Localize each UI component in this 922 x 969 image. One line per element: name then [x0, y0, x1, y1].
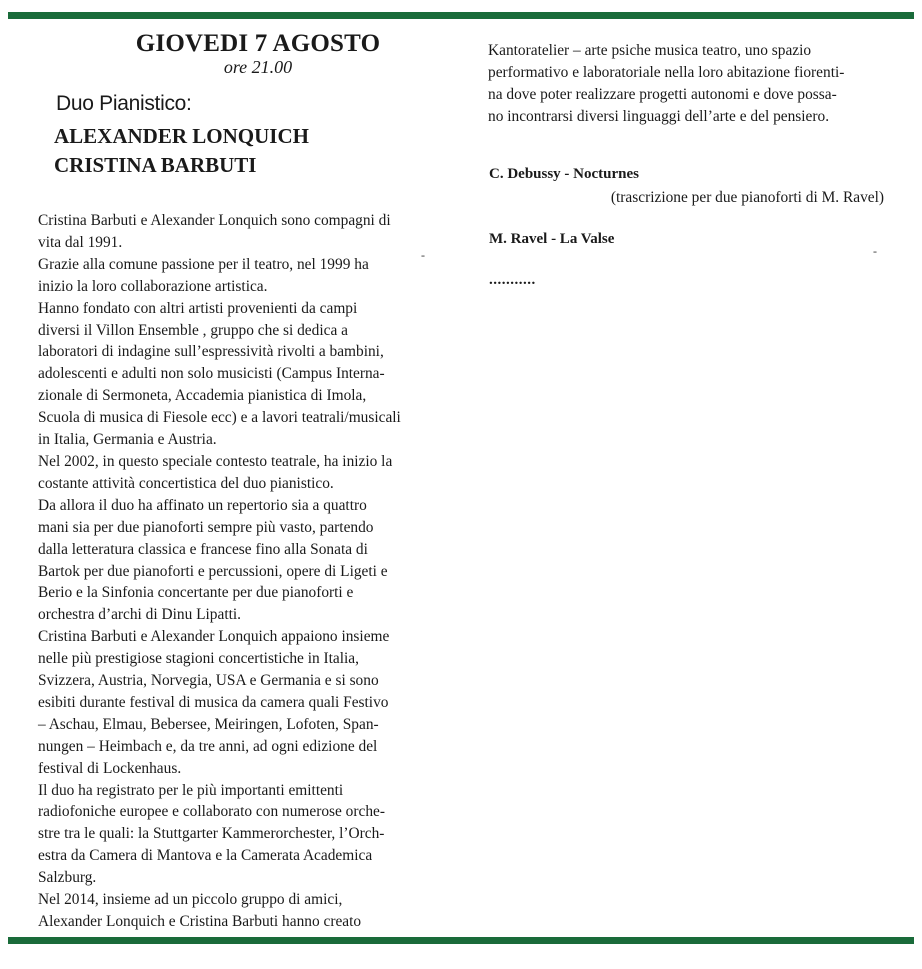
bio-line: orchestra d’archi di Dinu Lipatti.: [38, 606, 242, 624]
bio-line: laboratori di indagine sull’espressività rivolti a bambini,: [38, 343, 384, 361]
bio-line: festival di Lockenhaus.: [38, 759, 182, 777]
bio-line: mani sia per due pianoforti sempre più vasto, partendo: [38, 518, 374, 536]
bio-line: Hanno fondato con altri artisti provenienti da campi: [38, 299, 358, 317]
bio-line: Scuola di musica di Fiesole ecc) e a lavori teatrali/musicali: [38, 409, 401, 427]
bio-line: Grazie alla comune passione per il teatro, nel 1999 ha: [38, 255, 369, 273]
bio-line: adolescenti e adulti non solo musicisti (Campus Interna-: [38, 365, 385, 383]
top-green-rule: [8, 12, 914, 19]
bio-line: dalla letteratura classica e francese fino alla Sonata di: [38, 540, 368, 558]
performer-name: ALEXANDER LONQUICH: [54, 124, 309, 148]
bio-line: performativo e laboratoriale nella loro abitazione fiorenti-: [488, 63, 845, 81]
biography-text: [38, 210, 444, 933]
bio-line: Nel 2014, insieme ad un piccolo gruppo di amici,: [38, 891, 343, 909]
bio-line: zionale di Sermoneta, Accademia pianistica di Imola,: [38, 387, 367, 405]
bio-line: na dove poter realizzare progetti autonomi e dove possa-: [488, 85, 837, 103]
program-work-title: C. Debussy - Nocturnes: [489, 166, 639, 182]
bio-line: radiofoniche europee e collaborato con numerose orche-: [38, 803, 385, 821]
bio-line: esibiti durante festival di musica da camera quali Festivo: [38, 693, 389, 711]
event-date: GIOVEDI 7 AGOSTO: [135, 30, 381, 57]
bio-line: in Italia, Germania e Austria.: [38, 431, 217, 449]
bio-line: vita dal 1991.: [38, 233, 123, 251]
bio-line: Bartok per due pianoforti e percussioni, opere di Ligeti e: [38, 562, 388, 580]
bottom-green-rule: [8, 937, 914, 944]
program-work-note: (trascrizione per due pianoforti di M. Ravel): [610, 189, 884, 206]
bio-line: Nel 2002, in questo speciale contesto teatrale, ha inizio la: [38, 452, 393, 470]
bio-line: nelle più prestigiose stagioni concertistiche in Italia,: [38, 650, 359, 668]
performer-name: CRISTINA BARBUTI: [54, 153, 257, 177]
bio-line: inizio la loro collaborazione artistica.: [38, 277, 268, 295]
bio-line: estra da Camera di Mantova e la Camerata Academica: [38, 847, 373, 865]
bio-line: – Aschau, Elmau, Bebersee, Meiringen, Lofoten, Span-: [38, 715, 379, 733]
bio-line: costante attività concertistica del duo pianistico.: [38, 474, 334, 492]
bio-line: Berio e la Sinfonia concertante per due pianoforti e: [38, 584, 354, 602]
bio-line: Alexander Lonquich e Cristina Barbuti hanno creato: [38, 913, 362, 930]
event-time: ore 21.00: [223, 57, 293, 77]
bio-line: diversi il Villon Ensemble , gruppo che si dedica a: [38, 321, 348, 339]
bio-line: Il duo ha registrato per le più importanti emittenti: [38, 781, 344, 799]
bio-line: Cristina Barbuti e Alexander Lonquich sono compagni di: [38, 212, 391, 229]
program-ellipsis: ...........: [489, 272, 536, 288]
bio-line: Kantoratelier – arte psiche musica teatro, uno spazio: [488, 42, 812, 59]
bio-line: Cristina Barbuti e Alexander Lonquich appaiono insieme: [38, 628, 390, 646]
bio-line: no incontrarsi diversi linguaggi dell’arte e del pensiero.: [488, 107, 830, 125]
ensemble-label: Duo Pianistico:: [56, 92, 192, 115]
bio-line: nungen – Heimbach e, da tre anni, ad ogni edizione del: [38, 737, 378, 755]
bio-line: Salzburg.: [38, 869, 97, 887]
biography-continued: [488, 40, 888, 128]
bio-line: stre tra le quali: la Stuttgarter Kammerorchester, l’Orch-: [38, 825, 385, 843]
dash-mark: -: [873, 244, 877, 258]
bio-line: Da allora il duo ha affinato un repertorio sia a quattro: [38, 496, 367, 514]
bio-line: Svizzera, Austria, Norvegia, USA e Germania e si sono: [38, 672, 379, 690]
dash-mark: -: [421, 248, 425, 262]
program-work-title: M. Ravel - La Valse: [489, 231, 615, 247]
